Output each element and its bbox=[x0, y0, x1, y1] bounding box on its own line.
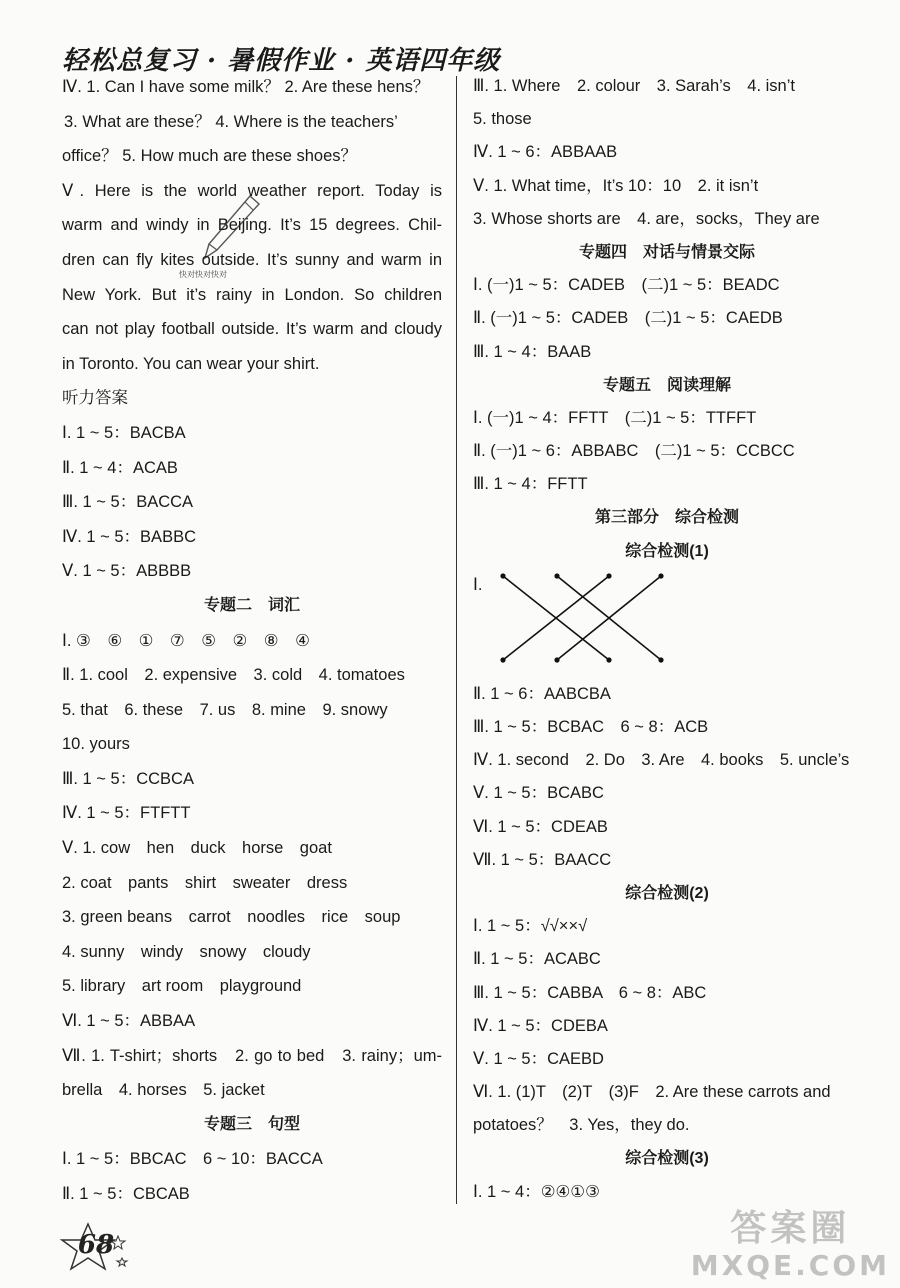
answer-line: Ⅶ. 1 ~ 5：BAACC bbox=[473, 850, 612, 869]
test-heading: 综合检测(2) bbox=[625, 884, 709, 902]
answer-line: brella 4. horses 5. jacket bbox=[62, 1081, 265, 1100]
page-title: 轻松总复习 · 暑假作业 · 英语四年级 bbox=[62, 46, 501, 76]
answer-line: Ⅲ. 1 ~ 4：FFTT bbox=[473, 475, 588, 494]
answer-line: Ⅴ. 1 ~ 5：CAEBD bbox=[473, 1049, 604, 1068]
watermark-line2: MXQE.COM bbox=[690, 1249, 890, 1282]
answer-line: Ⅳ. 1 ~ 5：BABBC bbox=[62, 527, 196, 546]
answer-line: can not play football outside. It’s warm and cloudy bbox=[62, 320, 442, 339]
answer-line: Ⅴ. 1. cow hen duck horse goat bbox=[62, 839, 332, 858]
test-heading: 综合检测(3) bbox=[625, 1150, 709, 1168]
answer-line: potatoes？ 3. Yes，they do. bbox=[473, 1116, 690, 1135]
answer-line: Ⅳ. 1. Can I have some milk？ 2. Are these hens？ bbox=[62, 78, 430, 96]
answer-line: Ⅰ. (一)1 ~ 5：CADEB (二)1 ~ 5：BEADC bbox=[473, 276, 780, 295]
answer-line: Ⅱ. 1 ~ 5：ACABC bbox=[473, 950, 601, 969]
answer-line: office？ 5. How much are these shoes？ bbox=[62, 147, 358, 166]
answer-line: 10. yours bbox=[62, 735, 130, 754]
left-column bbox=[62, 70, 442, 1212]
answer-line: Ⅰ. 1 ~ 5：BACBA bbox=[62, 423, 186, 442]
page-number-badge bbox=[58, 1222, 130, 1278]
answer-line: 5. those bbox=[473, 110, 532, 129]
answer-line: Ⅲ. 1 ~ 5：BCBAC 6 ~ 8：ACB bbox=[473, 718, 709, 736]
answer-line: Ⅴ. 1. What time，It’s 10：10 2. it isn’t bbox=[473, 176, 759, 195]
matching-lines-diagram bbox=[499, 568, 669, 668]
page-number: 68 bbox=[77, 1230, 115, 1260]
answer-line: Ⅱ. 1 ~ 6：AABCBA bbox=[473, 684, 611, 703]
answer-line: Ⅶ. 1. T-shirt；shorts 2. go to bed 3. rainy；um- bbox=[62, 1046, 442, 1065]
answer-line: Ⅵ. 1 ~ 5：CDEAB bbox=[473, 817, 608, 836]
answer-line: Ⅱ. (一)1 ~ 5：CADEB (二)1 ~ 5：CAEDB bbox=[473, 309, 783, 328]
answer-line: New York. But it’s rainy in London. So children bbox=[62, 285, 442, 304]
answer-line: in Toronto. You can wear your shirt. bbox=[62, 354, 320, 373]
answer-line: 5. that 6. these 7. us 8. mine 9. snowy bbox=[62, 700, 388, 719]
answer-line: Ⅳ. 1 ~ 5：FTFTT bbox=[62, 804, 191, 823]
answer-line: 3. green beans carrot noodles rice soup bbox=[62, 908, 401, 927]
answer-line: Ⅴ. 1 ~ 5：BCABC bbox=[473, 784, 604, 803]
answer-line: Ⅵ. 1. (1)T (2)T (3)F 2. Are these carrots and bbox=[473, 1083, 831, 1102]
answer-line: Ⅱ. (一)1 ~ 6：ABBABC (二)1 ~ 5：CCBCC bbox=[473, 442, 795, 461]
stamp-text: 快对快对快对 bbox=[179, 270, 227, 279]
answer-line: 2. coat pants shirt sweater dress bbox=[62, 873, 348, 892]
section-heading: 专题二 词汇 bbox=[203, 596, 300, 614]
answer-line: Ⅰ. 1 ~ 5：√√××√ bbox=[473, 917, 588, 936]
matching-answer bbox=[473, 568, 861, 678]
answer-line: Ⅲ. 1 ~ 5：CABBA 6 ~ 8：ABC bbox=[473, 983, 707, 1002]
answer-line: dren can fly kites outside. It’s sunny and warm in bbox=[62, 250, 442, 269]
answer-line: Ⅳ. 1 ~ 6：ABBAAB bbox=[473, 143, 618, 162]
answer-line: Ⅲ. 1 ~ 4：BAAB bbox=[473, 342, 592, 361]
answer-line: Ⅰ. (一)1 ~ 4：FFTT (二)1 ~ 5：TTFFT bbox=[473, 408, 757, 427]
part-heading: 第三部分 综合检测 bbox=[594, 509, 739, 527]
answer-line: Ⅲ. 1 ~ 5：CCBCA bbox=[62, 769, 194, 788]
answer-line: Ⅱ. 1 ~ 4：ACAB bbox=[62, 458, 178, 477]
answer-line: Ⅱ. 1. cool 2. expensive 3. cold 4. tomatoes bbox=[62, 666, 405, 685]
answer-line: 3. What are these？ 4. Where is the teachers’ bbox=[64, 112, 398, 131]
column-divider bbox=[456, 76, 457, 1204]
answer-line: Ⅰ. 1 ~ 5：BBCAC 6 ~ 10：BACCA bbox=[62, 1150, 323, 1169]
answer-line: Ⅵ. 1 ~ 5：ABBAA bbox=[62, 1012, 196, 1031]
answer-line: 5. library art room playground bbox=[62, 977, 302, 996]
answer-line: 4. sunny windy snowy cloudy bbox=[62, 942, 311, 961]
answer-line: Ⅴ. 1 ~ 5：ABBBB bbox=[62, 562, 192, 581]
answer-line: Ⅴ. Here is the world weather report. Today is bbox=[62, 181, 442, 200]
right-column bbox=[473, 70, 861, 1209]
answer-line: Ⅳ. 1. second 2. Do 3. Are 4. books 5. uncle’s bbox=[473, 751, 850, 770]
answer-line: Ⅰ. 1 ~ 4：②④①③ bbox=[473, 1182, 600, 1201]
answer-line: 3. Whose shorts are 4. are，socks，They are bbox=[473, 209, 820, 228]
test-heading: 综合检测(1) bbox=[625, 542, 709, 560]
section-heading: 专题四 对话与情景交际 bbox=[578, 243, 755, 261]
matching-label: Ⅰ. bbox=[473, 575, 483, 594]
watermark bbox=[691, 1208, 890, 1282]
section-heading: 专题五 阅读理解 bbox=[602, 376, 731, 394]
answer-line: Ⅲ. 1 ~ 5：BACCA bbox=[62, 493, 194, 512]
answer-line: Ⅲ. 1. Where 2. colour 3. Sarah’s 4. isn’t bbox=[473, 77, 795, 95]
watermark-line1: 答案圈 bbox=[730, 1208, 851, 1249]
section-heading: 专题三 句型 bbox=[203, 1115, 300, 1133]
section-label: 听力答案 bbox=[62, 389, 128, 408]
answer-line: warm and windy in Beijing. It’s 15 degrees. Chil- bbox=[62, 216, 442, 235]
answer-line: Ⅳ. 1 ~ 5：CDEBA bbox=[473, 1016, 608, 1035]
answer-line: Ⅰ. ③ ⑥ ① ⑦ ⑤ ② ⑧ ④ bbox=[62, 631, 310, 650]
answer-line: Ⅱ. 1 ~ 5：CBCAB bbox=[62, 1185, 190, 1203]
